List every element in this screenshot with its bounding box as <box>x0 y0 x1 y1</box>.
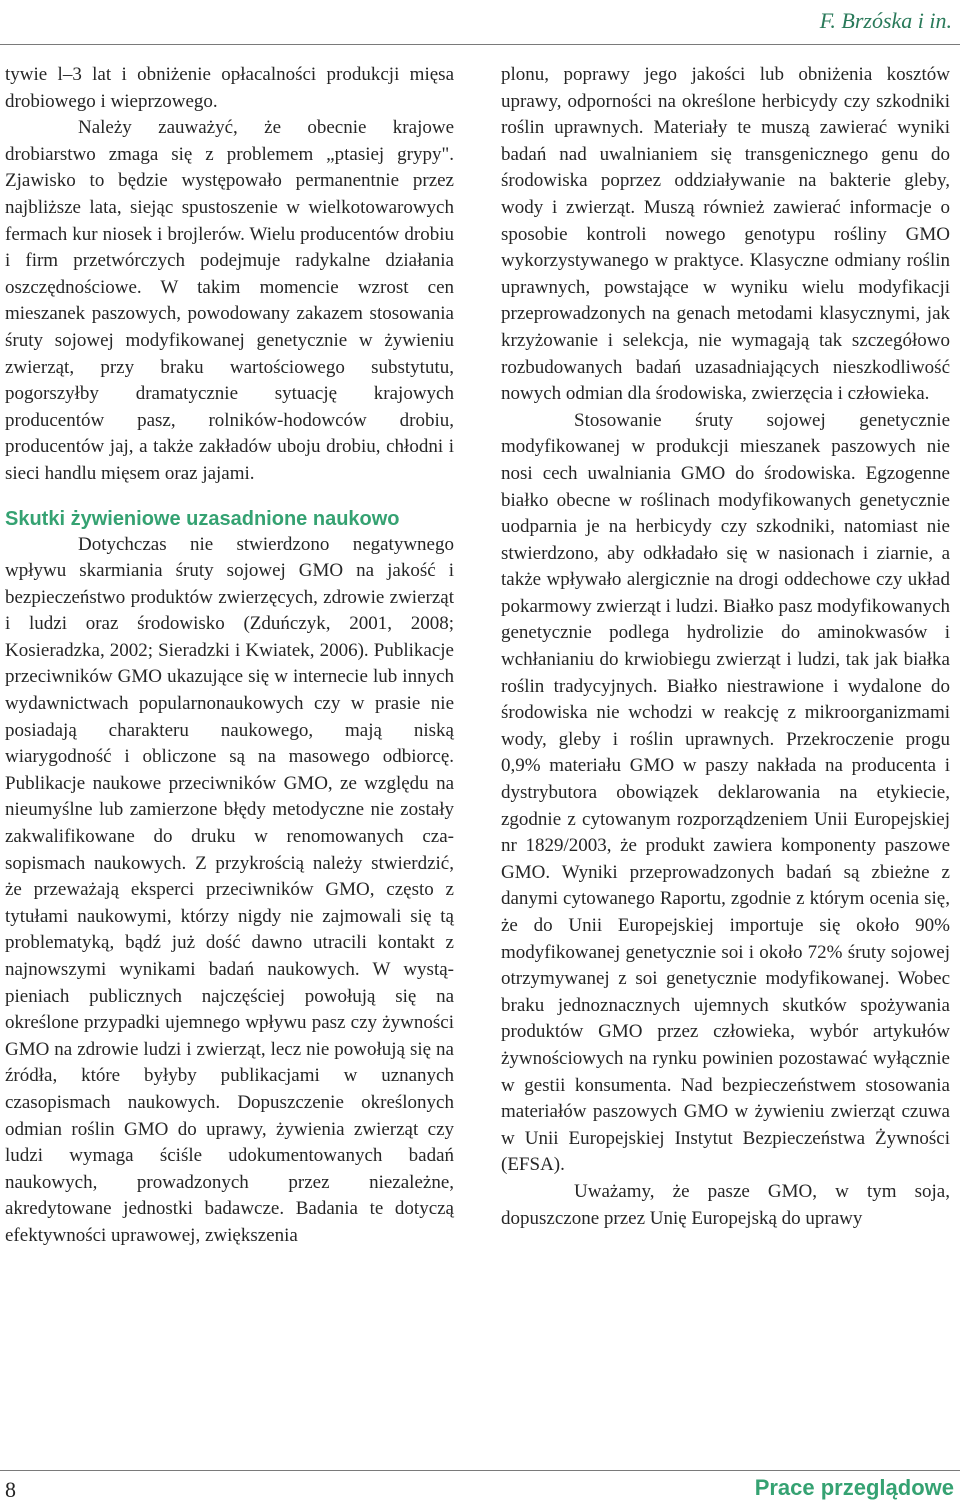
journal-section-name: Prace przeglądowe <box>754 1475 954 1500</box>
paragraph: Stosowanie śruty sojowej genetycznie modyfikowanej w produkcji mieszanek paszowych nie nosi cech uwalniania GMO do środowiska. Egzogenne białko obecne w roślinach modyfikowanych genetycznie uodparnia je na herbicydy czy szkodniki, natomiast nie stwierdzono, aby odkładało się w nasionach i ziarnie, a także wpływało alergicznie na drogi oddechowe czy układ pokarmowy zwierząt i ludzi. Białko pasz modyfikowanych genetycznie podlega hydrolizie do aminokwasów i wchłanianiu do krwiobiegu zwierząt i ludzi, tak jak białka roślin tradycyjnych. Białko niestrawione i wydalone do środowiska nie wchodzi w reakcję z mikroorganizmami wody, gleby i roślin uprawnych. Przekroczenie progu 0,9% materiału GMO w paszy nakłada na producenta i dystrybutora obowiązek deklarowania na etykiecie, zgodnie z cytowanym rozporządzeniem Unii Europejskiej nr 1829/2003, że produkt zawiera komponenty paszowe GMO. Wyniki przeprowadzonych badań są zbieżne z danymi cytowanego Raportu, zgodnie z którym ocenia się, że do Unii Europejskiej importuje się około 90% modyfikowanej genetycznie soi i około 72% śruty sojowej otrzymywanej z soi genetycznie modyfikowanej. Wobec braku jednoznacznych ujemnych skutków spożywania produktów GMO przez człowieka, wybór artykułów żywnościowych na rynku powinien pozostawać wyłącznie w gestii konsumenta. Nad bezpieczeństwem stosowania materiałów paszowych GMO w żywieniu zwierząt czuwa w Unii Europejskiej Instytut Bezpieczeństwa Żywności (EFSA). <box>501 409 951 1176</box>
paragraph: tywie l–3 lat i obniżenie opłacalności produkcji mięsa drobiowego i wieprzowego. <box>5 64 454 112</box>
page-header <box>0 0 960 45</box>
paragraph: plonu, poprawy jego jakości lub obniżenia kosztów uprawy, odporności na określone herbicydy czy szkodniki roślin uprawnych. Materiały te muszą zawierać wyniki badań nad uwalnianiem się transgenicznego genu do środowiska poprzez oddziaływanie na bakterie gleby, wody i zwierząt. Muszą również zawierać informacje o sposobie kontroli nowego genotypu rośliny GMO wykorzystywanego w praktyce. Klasyczne odmiany roślin uprawnych, powstające w wyniku wielu modyfikacji przeprowadzonych na genach metodami klasycznymi, jak krzyżowanie i selekcja, nie wymagają tak szczegółowo rozbudowanych badań uzasadniających nieszkodliwość nowych odmian dla środowiska, zwierzęcia i człowieka. <box>501 64 950 405</box>
running-head-author: F. Brzóska i in. <box>819 8 952 33</box>
page-number: 8 <box>5 1477 16 1502</box>
right-column <box>501 62 950 1232</box>
section-heading: Skutki żywieniowe uzasadnione naukowo <box>5 507 400 530</box>
paragraph: Uważamy, że pasze GMO, w tym soja, dopuszczone przez Unię Europejską do uprawy <box>501 1180 950 1229</box>
paragraph: Należy zauważyć, że obecnie krajowe drobiarstwo zmaga się z problemem „ptasiej grypy". Zjawisko to będzie występowało permanentnie przez najbliższe lata, siejąc spustoszenie w wielkotowarowych fermach kur niosek i brojlerów. Wielu producentów drobiu i firm przetwórczych podejmuje radykalne działania oszczędnościowe. W takim momencie wzrost cen mieszanek paszowych, powodowany zakazem stosowania śruty sojowej modyfikowanej genetycznie w żywieniu zwierząt, przy braku wartościowego substytutu, pogorszyłby dramatycznie sytuację krajowych producentów pasz, rolników-hodowców drobiu, producentów jaj, a także zakładów uboju drobiu, chłodni i sieci handlu mięsem oraz jajami. <box>5 117 454 484</box>
paragraph: Dotychczas nie stwierdzono negatywnego wpływu skarmiania śruty sojowej GMO na jakość i bezpieczeństwo produktów zwierzęcych, zdrowie zwierząt i ludzi oraz środowisko (Zduńczyk, 2001, 2008; Kosieradzka, 2002; Sieradzki i Kwiatek, 2006). Publikacje przeciwników GMO ukazujące się w internecie lub innych wydawnictwach popularnonaukowych czy w prasie nie posiadają charakteru naukowego, mają niską wiarygodność i obliczone są na masowego odbiorcę. Publikacje naukowe przeciwników GMO, ze względu na nieumyślne lub zamierzone błędy metodyczne nie zostały zakwalifikowane do druku w renomowanych czasopismach naukowych. Z przykrością należy stwierdzić, że przeważają eksperci przeciwników GMO, często z tytułami naukowymi, którzy nigdy nie zajmowali się tą problematyką, bądź już dość dawno utracili kontakt z najnowszymi wynikami badań naukowych. W wystąpieniach publicznych najczęściej powołują się na określone przypadki ujemnego wpływu pasz czy żywności GMO na zdrowie ludzi i zwierząt, lecz nie powołują się na źródła, które byłyby publikacjami w uznanych czasopismach naukowych. Dopuszczenie określonych odmian roślin GMO do uprawy, żywienia zwierząt czy ludzi wymaga ściśle udokumentowanych badań naukowych, prowadzonych przez niezależne, akredytowane jednostki badawcze. Badania te dotyczą efektywności uprawowej, zwiększenia <box>5 533 454 1246</box>
left-column <box>5 62 454 1250</box>
page-footer <box>0 1470 960 1509</box>
